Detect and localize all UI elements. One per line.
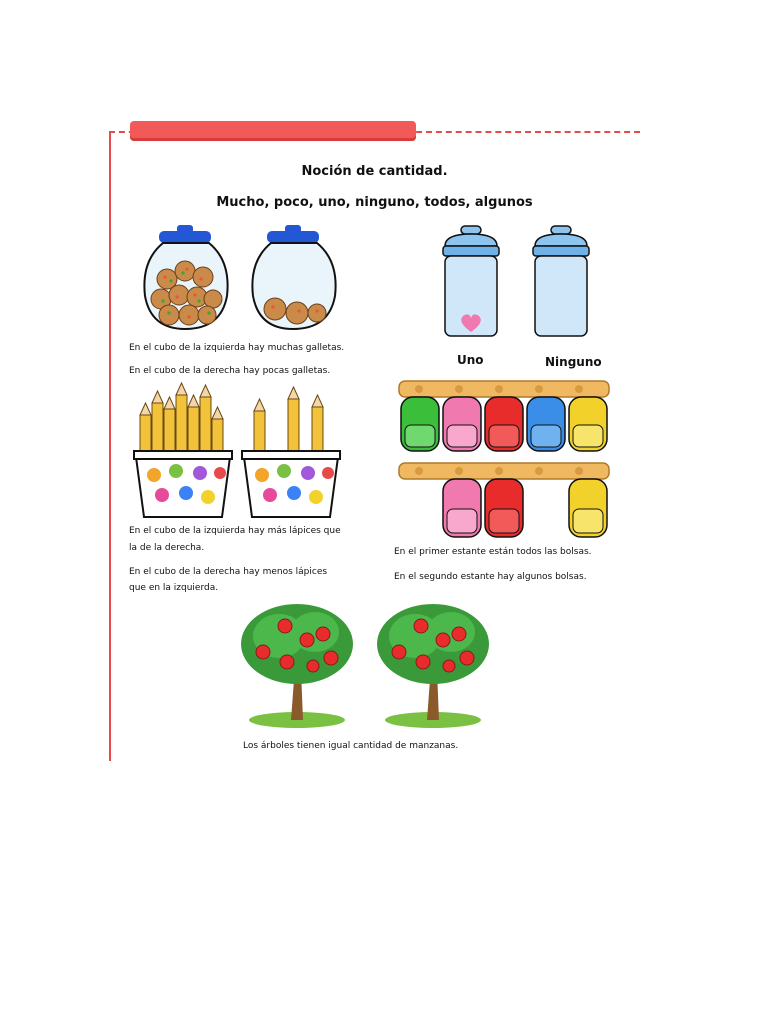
caption-less-pencils-1: En el cubo de la derecha hay menos lápices [129, 567, 328, 577]
bottles-illustration [439, 226, 604, 341]
worksheet-title: Noción de cantidad. [301, 164, 448, 179]
frame-left-border [109, 131, 111, 761]
shelf-some-bags [399, 463, 609, 537]
caption-some-bags: En el segundo estante hay algunos bolsas. [394, 572, 587, 582]
tree-right [377, 604, 489, 728]
cup-more-pencils [134, 383, 232, 517]
pencil-cups-illustration [134, 391, 344, 521]
label-none: Ninguno [545, 355, 602, 369]
bottle-empty [533, 226, 589, 336]
worksheet [109, 121, 640, 761]
jar-few-cookies [252, 225, 335, 329]
cup-fewer-pencils [242, 387, 340, 517]
tree-left [241, 604, 353, 728]
backpack-shelves-illustration [397, 379, 612, 544]
caption-more-pencils-1: En el cubo de la izquierda hay más lápices que [129, 526, 341, 536]
shelf-all-bags [399, 381, 609, 451]
cookie-jars-illustration [139, 221, 359, 336]
worksheet-subtitle: Mucho, poco, uno, ninguno, todos, algunos [216, 195, 533, 210]
caption-many-cookies: En el cubo de la izquierda hay muchas galletas. [129, 343, 345, 353]
caption-more-pencils-2: la de la derecha. [129, 543, 205, 553]
caption-all-bags: En el primer estante están todos las bolsas. [394, 547, 592, 557]
caption-less-pencils-2: que en la izquierda. [129, 583, 219, 593]
apple-trees-illustration [239, 596, 509, 731]
caption-few-cookies: En el cubo de la derecha hay pocas galletas. [129, 366, 331, 376]
jar-many-cookies [144, 225, 227, 329]
bottle-one-item [443, 226, 499, 336]
label-one: Uno [457, 353, 484, 367]
caption-trees: Los árboles tienen igual cantidad de manzanas. [243, 741, 459, 751]
header-tab [130, 121, 416, 141]
